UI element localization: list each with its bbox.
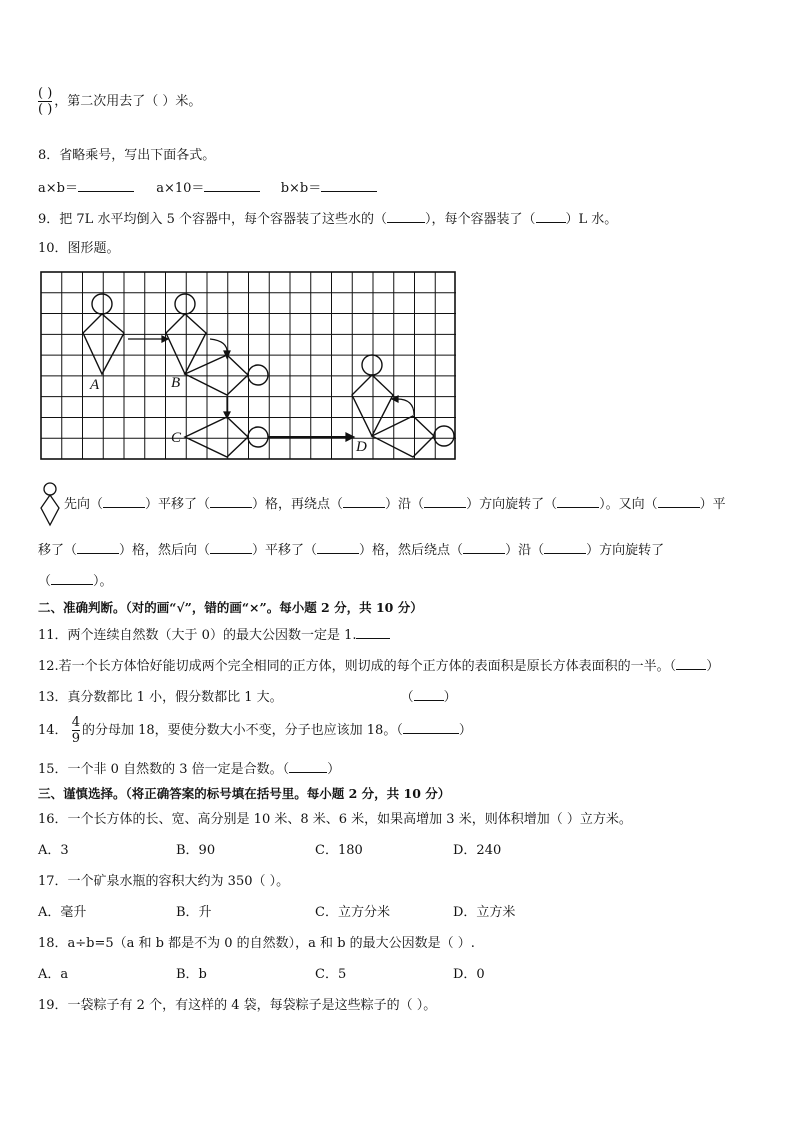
q9-text-2: ），每个容器装了（ [424,212,536,227]
q10-line-2 [38,540,664,560]
q11-text: 11．两个连续自然数（大于 0）的最大公因数一定是 1. [38,628,357,643]
answer-blank[interactable] [536,209,566,223]
answer-blank[interactable] [356,625,390,639]
q10-text: ）平 [699,497,726,512]
q13-text: 13．真分数都比 1 小，假分数都比 1 大。 [38,690,283,705]
q10-text: ）。又向（ [599,497,658,512]
q18-option-d[interactable]: D．0 [453,967,485,982]
answer-blank[interactable] [51,571,93,585]
q10-text: 移了（ [38,543,78,558]
q10-text: ）格，然后绕点（ [359,543,464,558]
answer-blank[interactable] [210,540,252,554]
answer-blank[interactable] [343,494,385,508]
q8-blanks [38,178,377,198]
q12 [38,656,719,676]
label-a: A [90,377,100,393]
rotation-arrow-d [397,399,414,415]
answer-blank[interactable] [317,540,359,554]
q9-text-3: ）L 水。 [565,212,618,227]
q13-open: （ [400,690,414,705]
q8-item-a: a×b＝ [38,181,78,196]
q14-close: ） [458,723,472,738]
q18-option-c[interactable]: C．5 [315,967,347,982]
kite-figure-icon [38,481,62,527]
fraction-numerator: 4 [71,715,80,730]
q16-option-a[interactable]: A．3 [38,843,69,858]
q10-text: （ [38,574,52,589]
q10-text: ）平移了（ [252,543,318,558]
fraction-blank [38,86,52,117]
q17-option-b[interactable]: B．升 [176,905,212,920]
q15 [38,759,340,779]
section-heading-choice: 三、谨慎选择。（将正确答案的标号填在括号里。每小题 2 分，共 10 分） [38,786,451,801]
q10-text: ）。 [93,574,113,589]
q15-close: ） [327,762,341,777]
q10-text: ）格，然后向（ [119,543,211,558]
q16-text: 16．一个长方体的长、宽、高分别是 10 米、8 米、6 米，如果高增加 3 米，则体积增加（ ）立方米。 [38,812,632,827]
answer-blank[interactable] [658,494,700,508]
q17-option-a[interactable]: A．毫升 [38,905,87,920]
q8-title: 8．省略乘号，写出下面各式。 [38,148,216,163]
q9 [38,209,617,229]
q12-close: ） [706,659,720,674]
answer-blank[interactable] [77,540,119,554]
figure-grid [40,271,458,461]
q8-item-c: b×b＝ [280,181,322,196]
answer-blank[interactable] [103,494,145,508]
fraction-denominator: 9 [71,731,80,746]
answer-blank[interactable] [321,178,377,192]
answer-blank[interactable] [204,178,260,192]
q14-text: 的分母加 18，要使分数大小不变，分子也应该加 18。（ [81,723,403,738]
q16-option-d[interactable]: D．240 [453,843,502,858]
answer-blank[interactable] [544,540,586,554]
q10-text: ）方向旋转了（ [466,497,558,512]
answer-blank[interactable] [210,494,252,508]
label-b: B [171,375,181,391]
figure-d-horizontal [372,416,454,457]
q17-text: 17．一个矿泉水瓶的容积大约为 350（ ）。 [38,874,290,889]
answer-blank[interactable] [289,759,327,773]
fraction-denominator: ( ) [38,102,53,117]
q12-text: 12.若一个长方体恰好能切成两个完全相同的正方体，则切成的每个正方体的表面积是原长方体表面积的一半。（ [38,659,677,674]
q10-line-1 [64,494,726,514]
q10-text: 先向（ [64,497,104,512]
answer-blank[interactable] [463,540,505,554]
q16-option-b[interactable]: B．90 [176,843,216,858]
q9-text-1: 9．把 7L 水平均倒入 5 个容器中，每个容器装了这些水的（ [38,212,387,227]
q18-text: 18．a÷b=5（a 和 b 都是不为 0 的自然数），a 和 b 的最大公因数是（ ）. [38,936,475,951]
figure-c [185,417,268,457]
q10-text: ）沿（ [505,543,545,558]
fraction-numerator: ( ) [38,86,53,101]
q13-close: ） [443,690,457,705]
fraction-4-9 [72,715,80,746]
q10-text: ）方向旋转了 [586,543,665,558]
q11 [38,625,390,645]
q10-text: ）沿（ [385,497,425,512]
answer-blank[interactable] [424,494,466,508]
q15-text: 15．一个非 0 自然数的 3 倍一定是合数。（ [38,762,290,777]
figure-b-rotated [185,355,268,395]
q18-option-b[interactable]: B．b [176,967,207,982]
answer-blank[interactable] [676,656,706,670]
answer-blank[interactable] [557,494,599,508]
q10-title: 10．图形题。 [38,241,120,256]
q14 [38,715,472,746]
q7-tail [38,86,201,117]
q13 [38,687,457,707]
q17-option-d[interactable]: D．立方米 [453,905,516,920]
grid-lines [41,272,456,459]
q7-tail-text: ，第二次用去了（ ）米。 [54,94,202,109]
section-heading-judgment: 二、准确判断。（对的画“√”，错的画“×”。每小题 2 分，共 10 分） [38,600,423,615]
q18-option-a[interactable]: A．a [38,967,69,982]
label-d: D [356,439,367,455]
answer-blank[interactable] [403,720,459,734]
answer-blank[interactable] [414,687,444,701]
label-c: C [171,430,182,446]
q10-text: ）平移了（ [145,497,211,512]
q14-prefix: 14． [38,723,68,738]
answer-blank[interactable] [78,178,134,192]
q10-line-3 [38,571,113,591]
q10-text: ）格，再绕点（ [252,497,344,512]
q17-option-c[interactable]: C．立方分米 [315,905,390,920]
q8-item-b: a×10＝ [156,181,205,196]
arrow-head [346,433,354,441]
q16-option-c[interactable]: C．180 [315,843,363,858]
answer-blank[interactable] [387,209,425,223]
q19-text: 19．一袋粽子有 2 个，有这样的 4 袋，每袋粽子是这些粽子的（ ）。 [38,998,437,1013]
